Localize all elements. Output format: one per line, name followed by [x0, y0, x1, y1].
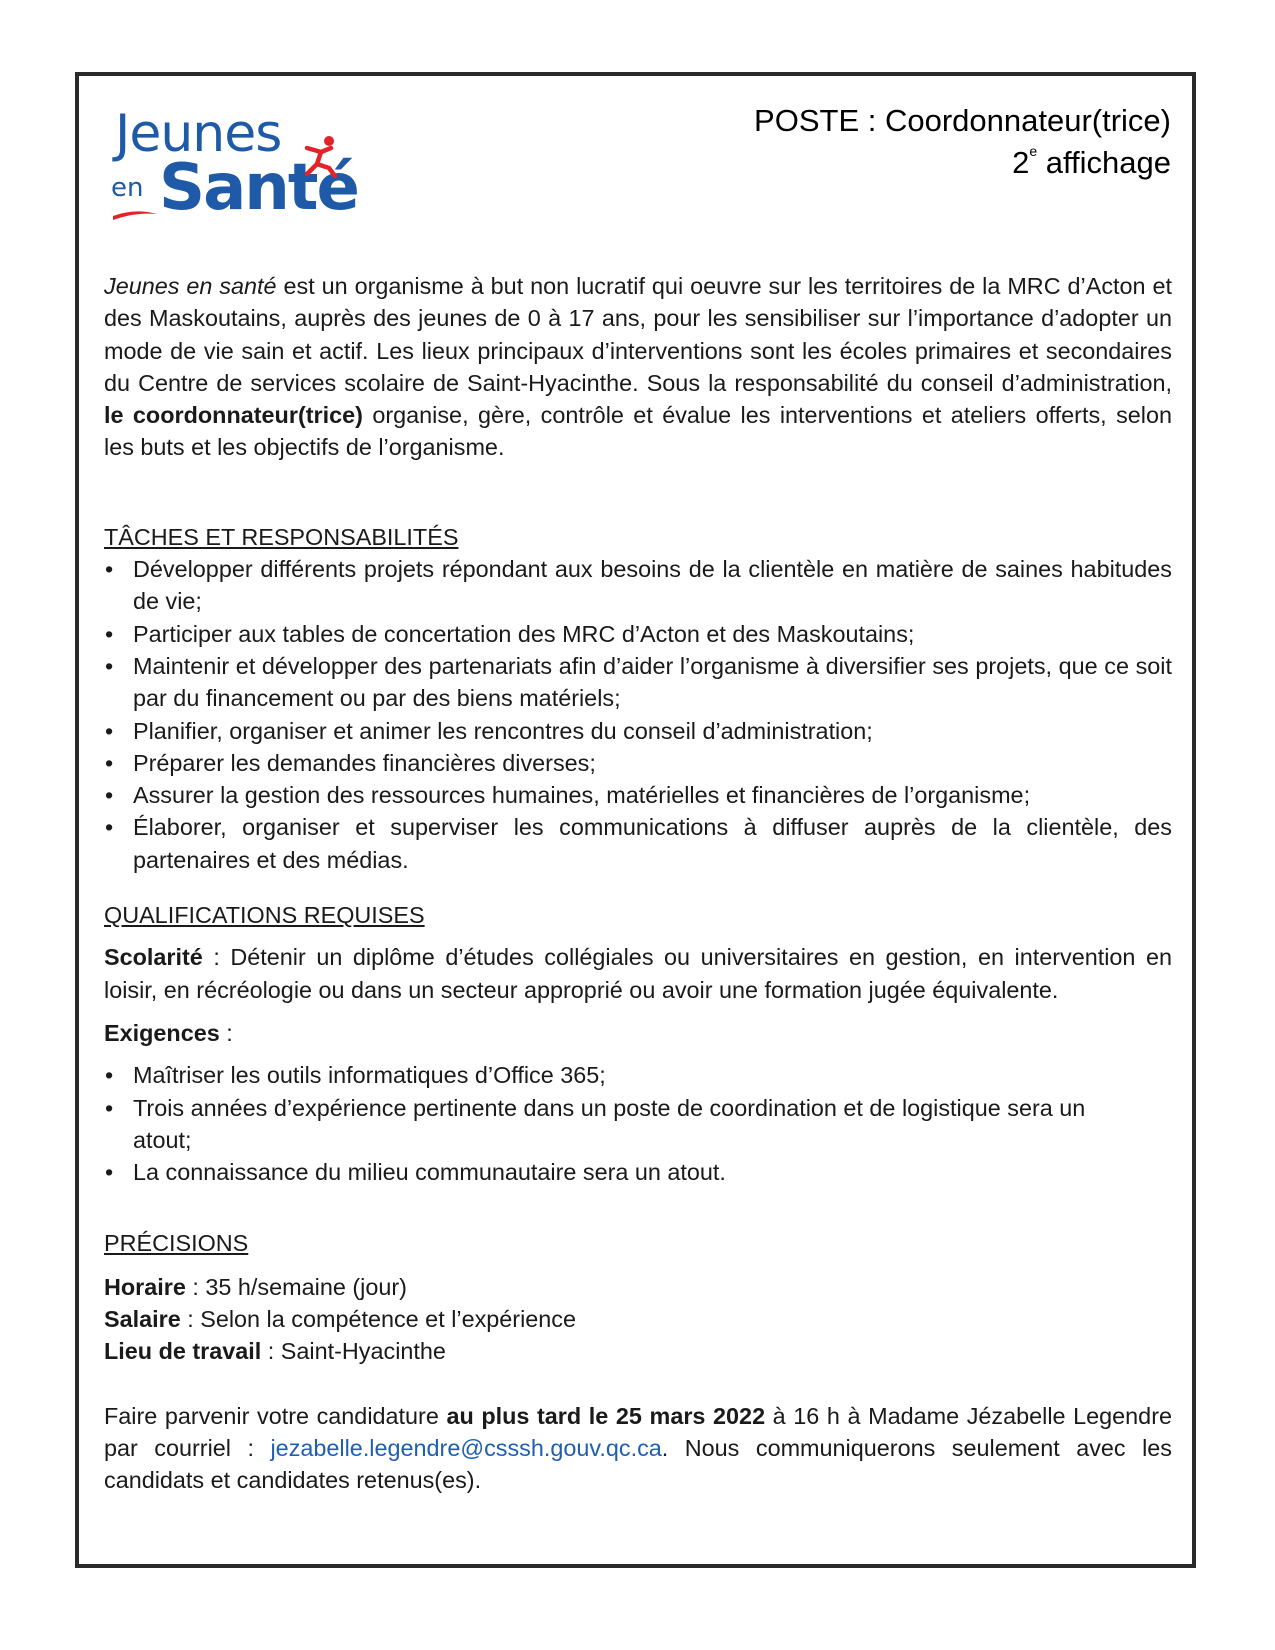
- lieu-line: [104, 1335, 1172, 1367]
- bullet: •: [105, 814, 114, 841]
- scolarite-text: : Détenir un diplôme d’études collégiales ou universitaires en gestion, en intervention en loisir, en récréologie ou dans un secteur approprié ou avoir une formation jugée équivalente.: [104, 944, 1172, 1003]
- list-item: • Préparer les demandes financières diverses;: [104, 747, 1172, 779]
- salaire-label: Salaire: [104, 1306, 181, 1333]
- exigences-list: [104, 1059, 1144, 1188]
- list-item: • Planifier, organiser et animer les rencontres du conseil d’administration;: [104, 715, 1172, 747]
- list-item: • Assurer la gestion des ressources humaines, matérielles et financières de l’organisme;: [104, 779, 1172, 811]
- org-name: Jeunes en santé: [104, 273, 277, 299]
- bullet: •: [105, 1062, 114, 1089]
- horaire-line: [104, 1271, 1172, 1303]
- posting-label: affichage: [1037, 145, 1171, 180]
- logo-swoosh-icon: [111, 208, 161, 222]
- precisions-heading: PRÉCISIONS: [104, 1230, 249, 1257]
- bullet: •: [105, 1094, 114, 1121]
- exigences-paragraph: Exigences :: [104, 1019, 233, 1046]
- job-title: POSTE : Coordonnateur(trice): [754, 103, 1171, 138]
- intro-text-b: organise, gère, contrôle et évalue les interventions et ateliers offerts, selon les buts et les objectifs de l’organisme.: [104, 402, 1172, 461]
- exigences-label: Exigences: [104, 1019, 220, 1046]
- list-item: • Participer aux tables de concertation des MRC d’Acton et des Maskoutains;: [104, 618, 1172, 650]
- taches-heading: TÂCHES ET RESPONSABILITÉS: [104, 523, 459, 550]
- candidature-paragraph: Faire parvenir votre candidature au plus tard le 25 mars 2022 à 16 h à Madame Jézabelle Legendre par courriel : jezabelle.legendre@csssh.gouv.qc.ca. Nous communiquerons seulement avec les candidats et candidates retenus(es).: [104, 1402, 1172, 1494]
- bullet: •: [105, 717, 114, 744]
- intro-text-a: est un organisme à but non lucratif qui oeuvre sur les territoires de la MRC d’Acton et des Maskoutains, auprès des jeunes de 0 à 17 ans, pour les sensibiliser sur l’importance d’adopter un mode de vie sain et actif. Les lieux principaux d’interventions sont les écoles primaires et secondaires du Centre de services scolaire de Saint-Hyacinthe. Sous la responsabilité du conseil d’administration,: [104, 273, 1172, 396]
- bullet: •: [105, 556, 114, 583]
- deadline: au plus tard le 25 mars 2022: [446, 1402, 766, 1429]
- scolarite-label: Scolarité: [104, 944, 203, 971]
- logo-runner-icon: [301, 134, 341, 178]
- list-item: • Élaborer, organiser et superviser les communications à diffuser auprès de la clientèle, des partenaires et des médias.: [104, 811, 1172, 876]
- taches-list: [104, 553, 1172, 876]
- intro-paragraph: [104, 270, 1172, 464]
- logo-word-sante: Santé: [159, 151, 358, 225]
- list-item: • Trois années d’expérience pertinente dans un poste de coordination et de logistique sera un atout;: [104, 1092, 1144, 1157]
- list-item: • La connaissance du milieu communautaire sera un atout.: [104, 1156, 1144, 1188]
- logo-word-en: en: [111, 173, 144, 203]
- horaire-label: Horaire: [104, 1273, 186, 1300]
- job-title-block: [754, 100, 1171, 184]
- posting-number: [754, 142, 1171, 184]
- bullet: •: [105, 652, 114, 679]
- email-link[interactable]: jezabelle.legendre@csssh.gouv.qc.ca: [270, 1434, 662, 1461]
- list-item: • Maîtriser les outils informatiques d’Office 365;: [104, 1059, 1144, 1091]
- bullet: •: [105, 1159, 114, 1186]
- salaire-value: : Selon la compétence et l’expérience: [180, 1306, 577, 1333]
- salaire-line: [104, 1303, 1172, 1335]
- scolarite-paragraph: [104, 941, 1172, 1006]
- posting-number-superscript: e: [1029, 143, 1038, 159]
- list-item: • Développer différents projets répondant aux besoins de la clientèle en matière de saines habitudes de vie;: [104, 553, 1172, 618]
- logo-word-jeunes: Jeunes: [115, 104, 282, 164]
- bullet: •: [105, 620, 114, 647]
- qualifications-heading: QUALIFICATIONS REQUISES: [104, 902, 425, 929]
- intro-role: le coordonnateur(trice): [104, 402, 363, 429]
- bullet: •: [105, 782, 114, 809]
- list-item: • Maintenir et développer des partenariats afin d’aider l’organisme à diversifier ses projets, que ce soit par du financement ou par des biens matériels;: [104, 650, 1172, 715]
- jeunes-en-sante-logo: [111, 104, 358, 228]
- lieu-value: : Saint-Hyacinthe: [261, 1338, 446, 1365]
- horaire-value: : 35 h/semaine (jour): [185, 1273, 407, 1300]
- posting-number-value: 2: [1012, 145, 1030, 180]
- document-body: [104, 270, 1172, 1497]
- bullet: •: [105, 749, 114, 776]
- lieu-label: Lieu de travail: [104, 1338, 262, 1365]
